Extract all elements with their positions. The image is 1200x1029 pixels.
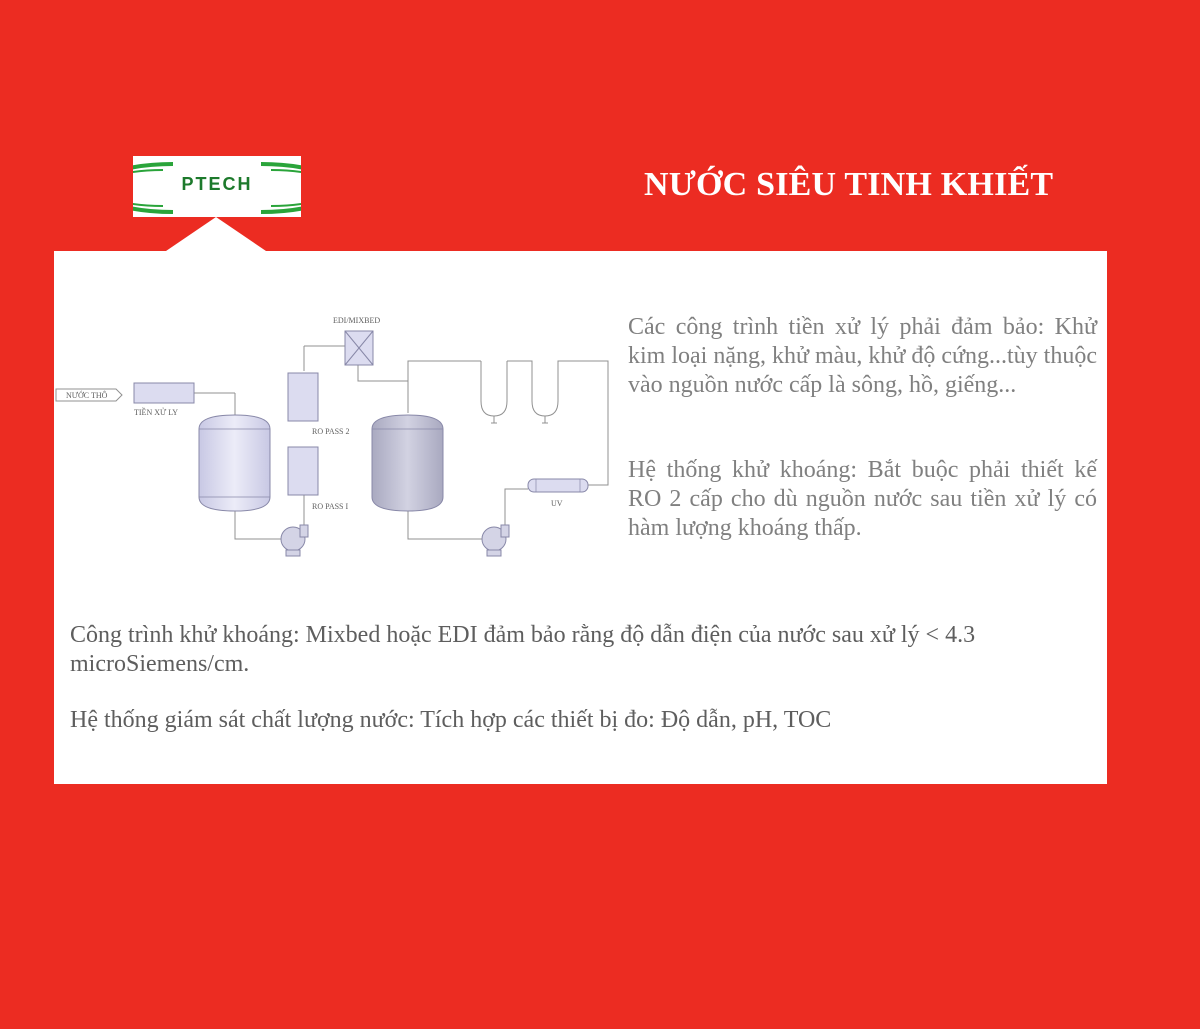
ro-pass-2-label: RO PASS 2 — [312, 427, 350, 436]
pretreatment-description: Các công trình tiền xử lý phải đảm bảo: Khử kim loại nặng, khử màu, khử độ cứng...tùy thuộc vào nguồn nước cấp là sông, hồ, giếng... — [628, 314, 1097, 398]
ro-pass-2-unit — [288, 373, 318, 421]
product-tank-2 — [372, 415, 443, 511]
pretreatment-unit — [134, 383, 194, 403]
raw-water-arrow — [56, 389, 122, 401]
edi-mixbed-unit — [345, 331, 373, 365]
polishing-description: Công trình khử khoáng: Mixbed hoặc EDI đảm bảo rằng độ dẫn điện của nước sau xử lý < 4.3 microSiemens/cm. — [70, 622, 976, 677]
ptech-logo — [133, 156, 301, 217]
pump-1 — [281, 525, 308, 556]
pretreatment-label: TIỀN XỬ LY — [134, 408, 179, 417]
demineralization-description: Hệ thống khử khoáng: Bắt buộc phải thiết kế RO 2 cấp cho dù nguồn nước sau tiền xử lý có hàm lượng khoáng thấp. — [628, 457, 1097, 541]
logo-pointer — [166, 217, 266, 251]
logo-text: PTECH — [181, 174, 253, 194]
ro-pass-1-label: RO PASS I — [312, 502, 349, 511]
monitoring-description: Hệ thống giám sát chất lượng nước: Tích hợp các thiết bị đo: Độ dẫn, pH, TOC — [70, 707, 832, 733]
page-title: NƯỚC SIÊU TINH KHIẾT — [644, 166, 1054, 203]
ptech-logo-icon — [133, 156, 301, 217]
process-flow-diagram — [54, 301, 614, 561]
edi-mixbed-label: EDI/MIXBED — [333, 316, 381, 325]
content-panel — [54, 251, 1107, 784]
distribution-loop — [481, 361, 561, 423]
uv-sterilizer-unit — [528, 479, 588, 492]
ro-pass-1-unit — [288, 447, 318, 495]
feed-tank-1 — [199, 415, 270, 511]
pump-2 — [482, 525, 509, 556]
uv-label: UV — [551, 499, 563, 508]
raw-water-label: NƯỚC THÔ — [66, 391, 108, 400]
